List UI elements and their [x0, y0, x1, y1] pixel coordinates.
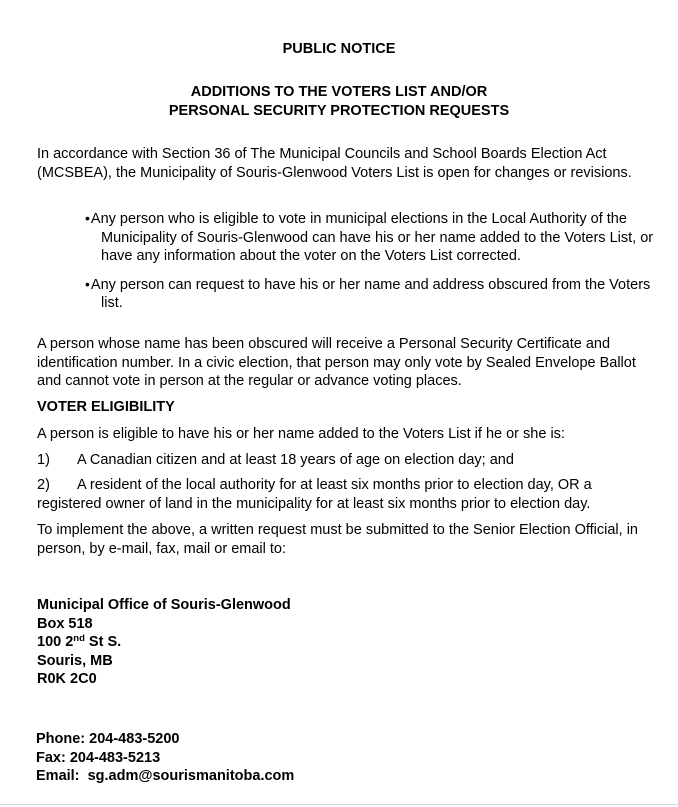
list-item [77, 275, 655, 313]
contact-info [36, 730, 294, 786]
criterion-text: A Canadian citizen and at least 18 years of age on election day; and [77, 452, 514, 468]
email-address[interactable]: sg.adm@sourismanitoba.com [87, 768, 295, 784]
email-line [36, 767, 294, 786]
street-rest: St S. [84, 634, 122, 650]
notice-title: PUBLIC NOTICE [282, 41, 396, 57]
list-item [77, 209, 655, 266]
street-number: 100 2 [37, 634, 74, 650]
city-province: Souris, MB [37, 652, 113, 669]
email-label: Email: [36, 768, 88, 784]
criterion-number: 2) [37, 477, 50, 493]
phone-number: Phone: 204-483-5200 [36, 731, 180, 747]
bullet-icon: • [85, 210, 90, 226]
obscured-paragraph: A person whose name has been obscured will receive a Personal Security Certificate and identification number. In a civic election, that person may only vote by Sealed Envelope Ballot and cannot vote in person at the regular or advance voting places. [37, 336, 636, 389]
bullet-list [77, 209, 655, 322]
bullet-icon: • [85, 275, 90, 292]
page-bottom-divider [0, 804, 678, 805]
street-address [37, 633, 291, 652]
notice-heading-line1: ADDITIONS TO THE VOTERS LIST AND/OR [190, 84, 488, 100]
criterion-text: A resident of the local authority for at least six months prior to election day, OR a registered owner of land in the municipality for at least six months prior to election day. [37, 477, 592, 512]
intro-paragraph: In accordance with Section 36 of The Municipal Councils and School Boards Election Act (MCSBEA), the Municipality of Souris-Glenwood Voters List is open for changes or revisions. [37, 146, 632, 181]
mailing-address [37, 596, 291, 689]
office-name: Municipal Office of Souris-Glenwood [37, 597, 291, 613]
criterion-1 [37, 451, 657, 470]
postal-code: R0K 2C0 [37, 671, 97, 687]
fax-number: Fax: 204-483-5213 [36, 749, 161, 766]
bullet-text: Any person can request to have his or her name and address obscured from the Voters list. [90, 276, 651, 311]
notice-heading [0, 83, 678, 121]
implement-paragraph: To implement the above, a written request must be submitted to the Senior Election Official, in person, by e-mail, fax, mail or email to: [37, 522, 638, 557]
eligibility-heading: VOTER ELIGIBILITY [37, 399, 175, 415]
notice-heading-line2: PERSONAL SECURITY PROTECTION REQUESTS [168, 103, 510, 119]
po-box: Box 518 [37, 615, 93, 632]
eligibility-intro: A person is eligible to have his or her name added to the Voters List if he or she is: [37, 426, 565, 442]
street-ordinal: nd [73, 633, 85, 644]
bullet-text: Any person who is eligible to vote in municipal elections in the Local Authority of the Municipality of Souris-Glenwood can have his or her name added to the Voters List, or have any information about the voter on the Voters List corrected. [90, 211, 654, 264]
criterion-number: 1) [37, 452, 50, 468]
criterion-2 [37, 476, 657, 513]
